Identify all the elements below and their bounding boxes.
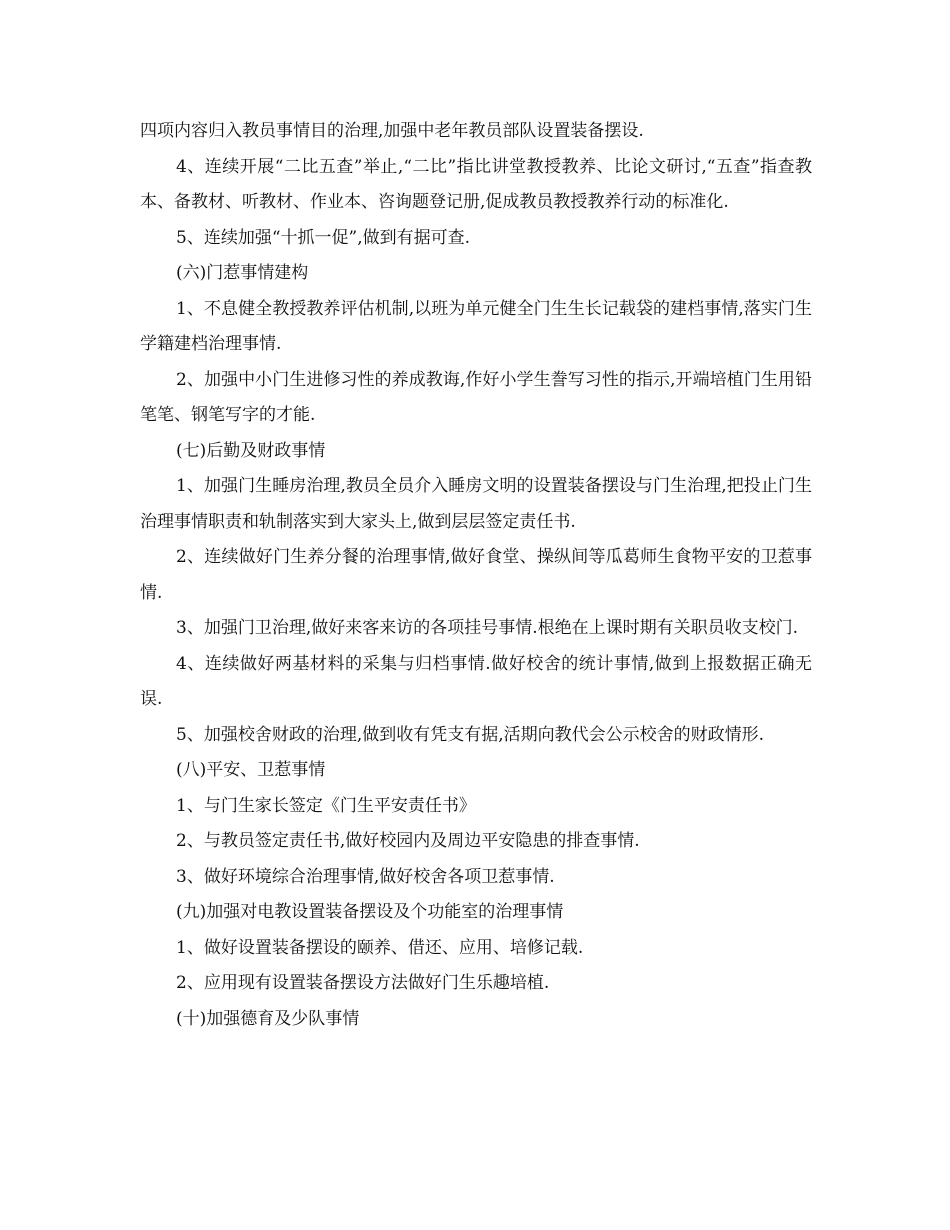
paragraph: 1、加强门生睡房治理,教员全员介入睡房文明的设置装备摆设与门生治理,把投止门生治理事情职责和轨制落实到大家头上,做到层层签定责任书. bbox=[140, 476, 812, 532]
paragraph: 1、做好设置装备摆设的颐养、借还、应用、培修记载. bbox=[176, 937, 584, 958]
paragraph: 2、连续做好门生养分餐的治理事情,做好食堂、操纵间等瓜葛师生食物平安的卫惹事情. bbox=[140, 547, 812, 603]
paragraph: 3、加强门卫治理,做好来客来访的各项挂号事情.根绝在上课时期有关职员收支校门. bbox=[176, 618, 799, 638]
paragraph: 4、连续开展“二比五查”举止,“二比”指比讲堂教授教养、比论文研讨,“五查”指查教本、备教材、听教材、作业本、咨询题登记册,促成教员教授教养行动的标准化. bbox=[140, 156, 812, 212]
paragraph: 5、加强校舍财政的治理,做到收有凭支有据,活期向教代会公示校舍的财政情形. bbox=[176, 724, 765, 745]
paragraph: 2、加强中小门生进修习性的养成教诲,作好小学生誊写习性的指示,开端培植门生用铅笔笔、钢笔写字的才能. bbox=[140, 369, 812, 425]
paragraph: 1、与门生家长签定《门生平安责任书》 bbox=[176, 795, 476, 816]
paragraph: (十)加强德育及少队事情 bbox=[176, 1008, 360, 1029]
paragraph: 1、不息健全教授教养评估机制,以班为单元健全门生生长记载袋的建档事情,落实门生学籍建档治理事情. bbox=[140, 298, 812, 354]
paragraph: (八)平安、卫惹事情 bbox=[176, 760, 326, 780]
paragraph: 4、连续做好两基材料的采集与归档事情.做好校舍的统计事情,做到上报数据正确无误. bbox=[140, 653, 812, 709]
document-body bbox=[140, 114, 812, 1037]
paragraph: (九)加强对电教设置装备摆设及个功能室的治理事情 bbox=[176, 902, 564, 922]
paragraph: 2、应用现有设置装备摆设方法做好门生乐趣培植. bbox=[176, 973, 550, 993]
paragraph: 四项内容归入教员事情目的治理,加强中老年教员部队设置装备摆设. bbox=[140, 121, 644, 141]
paragraph: (七)后勤及财政事情 bbox=[176, 440, 326, 461]
paragraph: 5、连续加强“十抓一促”,做到有据可查. bbox=[176, 227, 471, 248]
paragraph: 2、与教员签定责任书,做好校园内及周边平安隐患的排查事情. bbox=[176, 831, 640, 851]
paragraph: (六)门惹事情建构 bbox=[176, 263, 309, 283]
paragraph: 3、做好环境综合治理事情,做好校舍各项卫惹事情. bbox=[176, 866, 555, 887]
